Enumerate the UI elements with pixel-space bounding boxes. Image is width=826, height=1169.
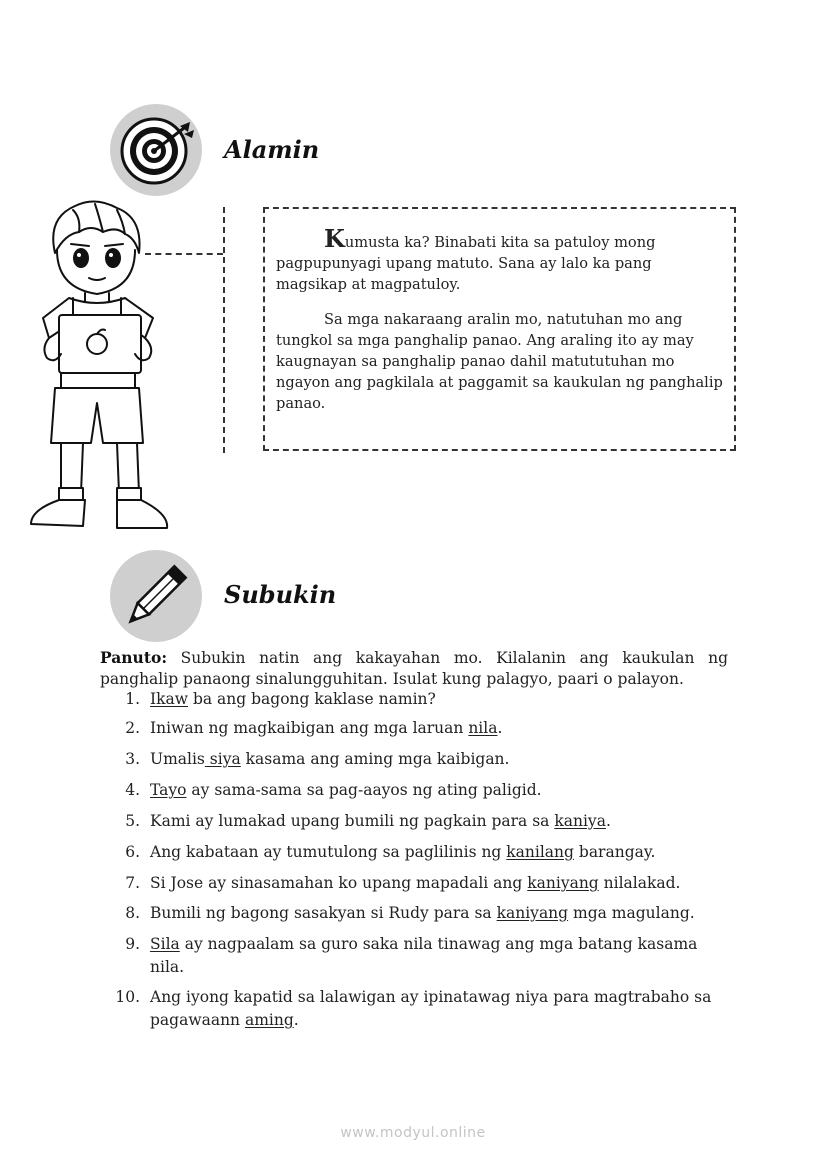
underlined-pronoun: Sila xyxy=(150,935,180,953)
divider-line xyxy=(223,207,225,453)
item-text: Umalis siya kasama ang aming mga kaibigan. xyxy=(150,750,510,768)
instructions xyxy=(100,647,728,690)
alamin-title: Alamin xyxy=(224,135,320,164)
item-text: Si Jose ay sinasamahan ko upang mapadali ang kaniyang nilalakad. xyxy=(150,874,681,892)
item-number: 6. xyxy=(125,843,140,861)
underlined-pronoun: kaniyang xyxy=(496,904,569,922)
dropcap: K xyxy=(324,224,345,253)
item-text: Ikaw ba ang bagong kaklase namin? xyxy=(150,690,436,708)
item-text: Iniwan ng magkaibigan ang mga laruan nila. xyxy=(150,719,503,737)
underlined-pronoun: kanilang xyxy=(506,843,574,861)
connector-line xyxy=(145,253,223,255)
pencil-icon xyxy=(110,550,202,642)
item-number: 1. xyxy=(125,690,140,708)
subukin-title: Subukin xyxy=(224,580,337,609)
item-number: 7. xyxy=(125,874,140,892)
underlined-pronoun: kaniyang xyxy=(527,874,599,892)
intro-paragraph-1 xyxy=(276,224,726,295)
underlined-pronoun: Tayo xyxy=(150,781,187,799)
item-text: Kami ay lumakad upang bumili ng pagkain para sa kaniya. xyxy=(150,812,611,830)
alamin-icon-circle xyxy=(110,104,202,196)
instructions-label: Panuto: xyxy=(100,648,168,667)
footer-watermark: www.modyul.online xyxy=(340,1125,486,1141)
boy-holding-tablet-illustration xyxy=(25,198,175,543)
item-number: 4. xyxy=(125,781,140,799)
subukin-icon-circle xyxy=(110,550,202,642)
item-text: Bumili ng bagong sasakyan si Rudy para sa kaniyang mga magulang. xyxy=(150,904,695,922)
item-text: Ang kabataan ay tumutulong sa paglilinis ng kanilang barangay. xyxy=(150,843,656,861)
target-icon xyxy=(110,104,202,196)
intro-paragraph-2: Sa mga nakaraang aralin mo, natutuhan mo ang tungkol sa mga panghalip panao. Ang araling ito ay may kaugnayan sa panghalip panao dahil matututuhan mo ngayon ang pagkilala at paggamit sa kaukulan ng panghalip panao. xyxy=(276,311,723,412)
underlined-pronoun: kaniya xyxy=(554,812,606,830)
item-number: 2. xyxy=(125,719,140,737)
item-number: 9. xyxy=(125,935,140,953)
item-text: Tayo ay sama-sama sa pag-aayos ng ating paligid. xyxy=(150,781,542,799)
underlined-pronoun: siya xyxy=(204,750,241,768)
underlined-pronoun: Ikaw xyxy=(150,690,189,708)
item-text: Ang iyong kapatid sa lalawigan ay ipinatawag niya para magtrabaho sa pagawaann aming. xyxy=(150,988,712,1029)
item-number: 10. xyxy=(115,988,140,1006)
item-number: 5. xyxy=(125,812,140,830)
item-number: 8. xyxy=(125,904,140,922)
instructions-text: Subukin natin ang kakayahan mo. Kilalanin ang kaukulan ng panghalip panaong sinalungguhitan. Isulat kung palagyo, paari o palayon. xyxy=(100,649,728,688)
item-text: Sila ay nagpaalam sa guro saka nila tinawag ang mga batang kasama nila. xyxy=(150,935,698,976)
intro-p1-text: umusta ka? Binabati kita sa patuloy mong pagpupunyagi upang matuto. Sana ay lalo ka pang magsikap at magpatuloy. xyxy=(276,234,656,293)
item-number: 3. xyxy=(125,750,140,768)
intro-text xyxy=(276,224,726,414)
underlined-pronoun: aming xyxy=(244,1011,294,1029)
underlined-pronoun: nila xyxy=(468,719,498,737)
